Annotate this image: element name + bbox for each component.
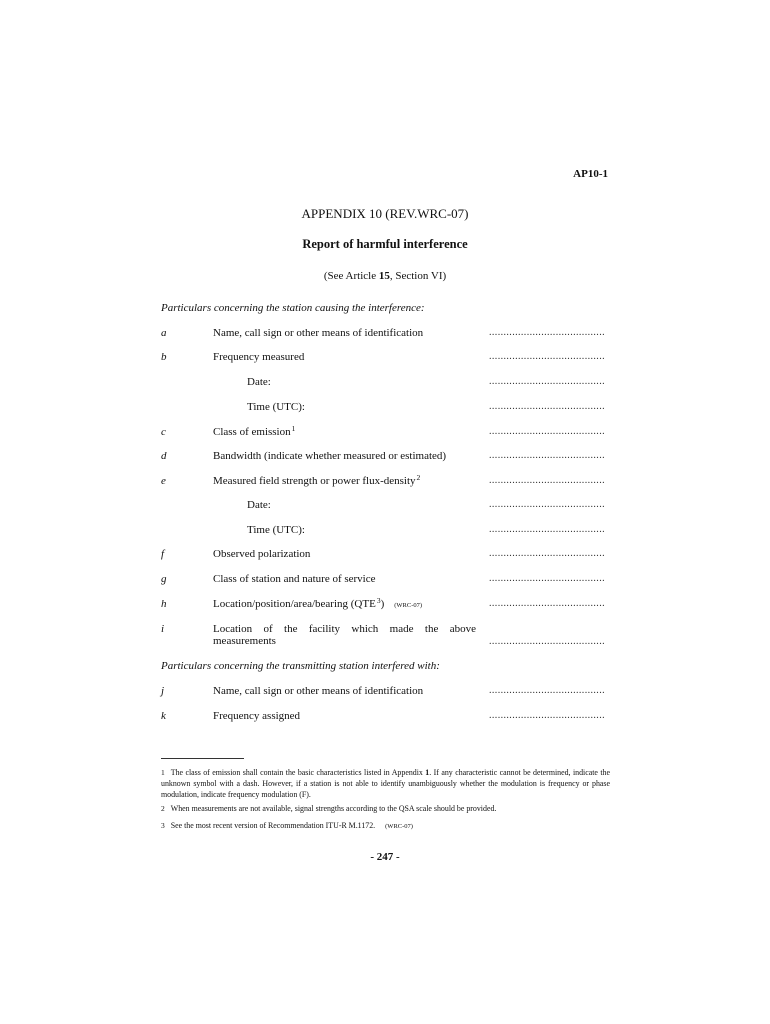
fill-in-line[interactable]: ........................................: [489, 426, 605, 437]
row-label: Time (UTC):: [247, 524, 305, 536]
footnote-3: [161, 820, 610, 832]
form-row-h: [0, 598, 770, 612]
row-key: b: [161, 351, 167, 363]
header-code: AP10-1: [573, 168, 608, 180]
appendix-ref: 1: [425, 768, 430, 777]
row-label: Observed polarization: [213, 548, 311, 560]
fill-in-line[interactable]: ........................................: [489, 475, 605, 486]
row-label-text: Measured field strength or power flux-density: [213, 475, 416, 487]
form-row-b: [0, 351, 770, 365]
row-label: [213, 426, 295, 438]
article-number: 15: [378, 270, 390, 282]
footnote-text: The class of emission shall contain the basic characteristics listed in Appendix: [170, 768, 426, 777]
page-number: - 247 -: [370, 851, 400, 863]
form-row-e-date: [0, 499, 770, 513]
fill-in-line[interactable]: ........................................: [489, 351, 605, 362]
footnote-separator: [161, 758, 244, 759]
row-label: Frequency measured: [213, 351, 305, 363]
see-suffix: , Section VI): [389, 270, 447, 282]
form-row-a: [0, 327, 770, 341]
revision-tag: (WRC-07): [394, 602, 423, 609]
section-heading-causing: Particulars concerning the station causing the interference:: [161, 302, 425, 314]
form-row-b-time: [0, 401, 770, 415]
footnote-text: See the most recent version of Recommendation ITU-R M.1172.: [170, 821, 376, 830]
form-row-e: [0, 475, 770, 489]
form-row-g: [0, 573, 770, 587]
row-label: Frequency assigned: [213, 710, 301, 722]
fill-in-line[interactable]: ........................................: [489, 548, 605, 559]
form-row-i: [0, 623, 770, 649]
row-label-close: ): [380, 598, 385, 610]
form-row-e-time: [0, 524, 770, 538]
form-row-b-date: [0, 376, 770, 390]
row-key: k: [161, 710, 166, 722]
fill-in-line[interactable]: ........................................: [489, 524, 605, 535]
footnote-ref-2[interactable]: 2: [416, 473, 421, 482]
footnote-text-rest: . If any characteristic cannot be determined, indicate the unknown symbol with a dash. However, if a station is not able to identify unambiguously whether the modulation is frequency or phase modulation, indicate frequency modulation (F).: [161, 768, 611, 799]
form-row-d: [0, 450, 770, 464]
report-title: Report of harmful interference: [302, 237, 468, 251]
see-prefix: (See Article: [323, 270, 379, 282]
fill-in-line[interactable]: ........................................: [489, 710, 605, 721]
row-key: j: [161, 685, 165, 697]
fill-in-line[interactable]: ........................................: [489, 376, 605, 387]
fill-in-line[interactable]: ........................................: [489, 327, 605, 338]
fill-in-line[interactable]: ........................................: [489, 499, 605, 510]
row-label: Bandwidth (indicate whether measured or estimated): [213, 450, 447, 462]
revision-tag: (WRC-07): [385, 823, 413, 830]
footnote-1: [161, 767, 610, 800]
row-key: e: [161, 475, 166, 487]
footnote-2: [161, 803, 610, 814]
fill-in-line[interactable]: ........................................: [489, 598, 605, 609]
footnote-number: 1: [161, 768, 165, 777]
form-row-j: [0, 685, 770, 699]
row-label: Time (UTC):: [247, 401, 305, 413]
row-label: Name, call sign or other means of identification: [213, 327, 424, 339]
fill-in-line[interactable]: ........................................: [489, 401, 605, 412]
row-label: Location of the facility which made the above measurements: [213, 623, 476, 647]
row-key: c: [161, 426, 166, 438]
row-label: Date:: [247, 376, 271, 388]
section-heading-interfered: Particulars concerning the transmitting station interfered with:: [161, 660, 440, 672]
row-label-text: Class of emission: [213, 426, 291, 438]
footnote-ref-1[interactable]: 1: [291, 424, 296, 433]
row-key: g: [161, 573, 167, 585]
row-label: Name, call sign or other means of identification: [213, 685, 424, 697]
row-label: Class of station and nature of service: [213, 573, 376, 585]
form-row-k: [0, 710, 770, 724]
appendix-title: APPENDIX 10 (REV.WRC-07): [301, 206, 469, 221]
row-key: i: [161, 623, 165, 635]
fill-in-line[interactable]: ........................................: [489, 636, 605, 647]
fill-in-line[interactable]: ........................................: [489, 573, 605, 584]
fill-in-line[interactable]: ........................................: [489, 685, 605, 696]
row-label: [213, 475, 420, 487]
footnote-ref-3[interactable]: 3: [376, 596, 381, 605]
article-reference: [0, 270, 770, 282]
form-row-c: [0, 426, 770, 440]
row-label-text: Location/position/area/bearing (QTE: [213, 598, 376, 610]
footnote-number: 3: [161, 821, 165, 830]
row-key: f: [161, 548, 165, 560]
form-row-f: [0, 548, 770, 562]
footnote-text: When measurements are not available, signal strengths according to the QSA scale should be provided.: [170, 804, 497, 813]
row-key: a: [161, 327, 167, 339]
row-label: [213, 598, 422, 610]
row-key: d: [161, 450, 167, 462]
fill-in-line[interactable]: ........................................: [489, 450, 605, 461]
row-label: Date:: [247, 499, 271, 511]
row-key: h: [161, 598, 167, 610]
footnote-number: 2: [161, 804, 165, 813]
